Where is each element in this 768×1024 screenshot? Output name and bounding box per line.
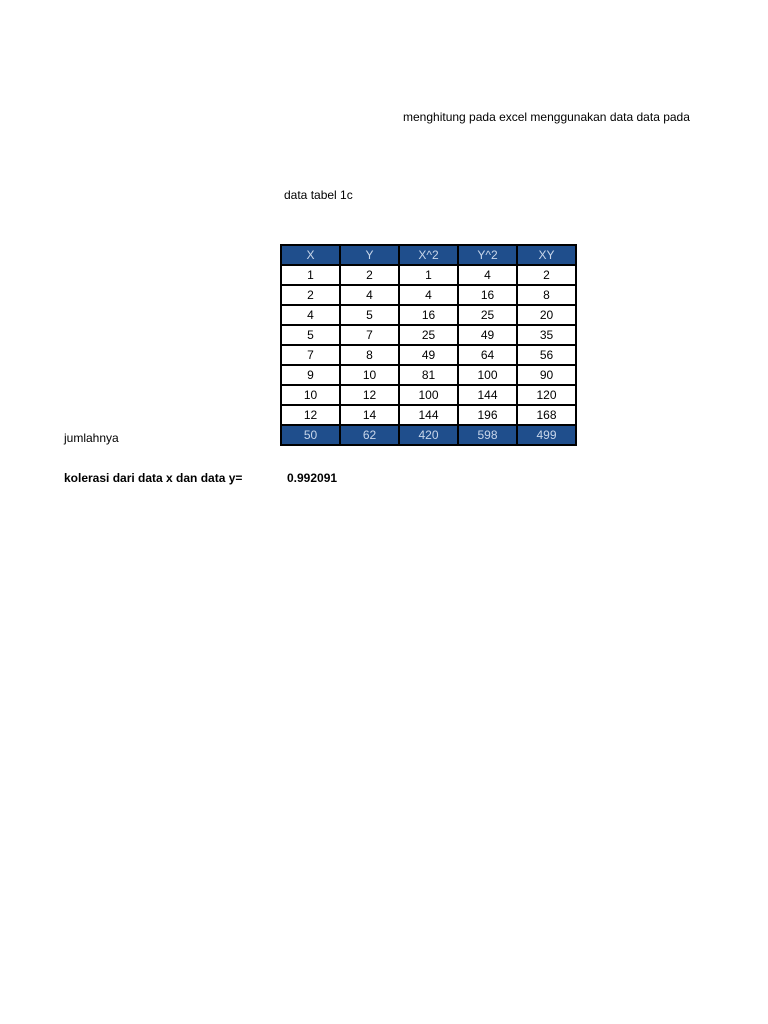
table-cell: 14 [340,405,399,425]
table-cell: 25 [399,325,458,345]
table-cell: 4 [281,305,340,325]
total-y: 62 [340,425,399,445]
table-cell: 5 [340,305,399,325]
table-cell: 81 [399,365,458,385]
table-cell: 144 [399,405,458,425]
table-cell: 168 [517,405,576,425]
total-y-squared: 598 [458,425,517,445]
table-cell: 100 [458,365,517,385]
table-cell: 64 [458,345,517,365]
total-x-squared: 420 [399,425,458,445]
table-cell: 4 [458,265,517,285]
table-cell: 90 [517,365,576,385]
page-heading: menghitung pada excel menggunakan data data pada [403,110,690,124]
table-cell: 8 [340,345,399,365]
correlation-label: kolerasi dari data x dan data y= [64,471,243,485]
table-cell: 196 [458,405,517,425]
table-cell: 9 [281,365,340,385]
table-cell: 2 [340,265,399,285]
table-totals-row [281,425,576,445]
total-xy: 499 [517,425,576,445]
table-cell: 49 [399,345,458,365]
table-cell: 20 [517,305,576,325]
table-cell: 8 [517,285,576,305]
data-table [280,244,577,446]
table-row [281,285,576,305]
table-cell: 10 [340,365,399,385]
table-row [281,305,576,325]
table-cell: 56 [517,345,576,365]
column-header-y-squared: Y^2 [458,245,517,265]
total-x: 50 [281,425,340,445]
table-row [281,385,576,405]
table-row [281,365,576,385]
table-caption: data tabel 1c [284,188,353,202]
column-header-y: Y [340,245,399,265]
table-row [281,345,576,365]
table-header-row [281,245,576,265]
table-row [281,405,576,425]
table-cell: 1 [399,265,458,285]
table-cell: 12 [340,385,399,405]
table-cell: 35 [517,325,576,345]
column-header-xy: XY [517,245,576,265]
table-cell: 12 [281,405,340,425]
table-cell: 10 [281,385,340,405]
table-cell: 7 [281,345,340,365]
table-cell: 2 [281,285,340,305]
table-cell: 100 [399,385,458,405]
table-cell: 120 [517,385,576,405]
column-header-x-squared: X^2 [399,245,458,265]
table-cell: 1 [281,265,340,285]
table-cell: 16 [458,285,517,305]
table-cell: 4 [399,285,458,305]
table-cell: 7 [340,325,399,345]
table-row [281,265,576,285]
sum-label: jumlahnya [64,431,119,445]
table-cell: 2 [517,265,576,285]
correlation-value: 0.992091 [287,471,338,485]
table-cell: 49 [458,325,517,345]
table-cell: 5 [281,325,340,345]
table-cell: 16 [399,305,458,325]
table-cell: 25 [458,305,517,325]
column-header-x: X [281,245,340,265]
table-row [281,325,576,345]
table-cell: 4 [340,285,399,305]
table-cell: 144 [458,385,517,405]
